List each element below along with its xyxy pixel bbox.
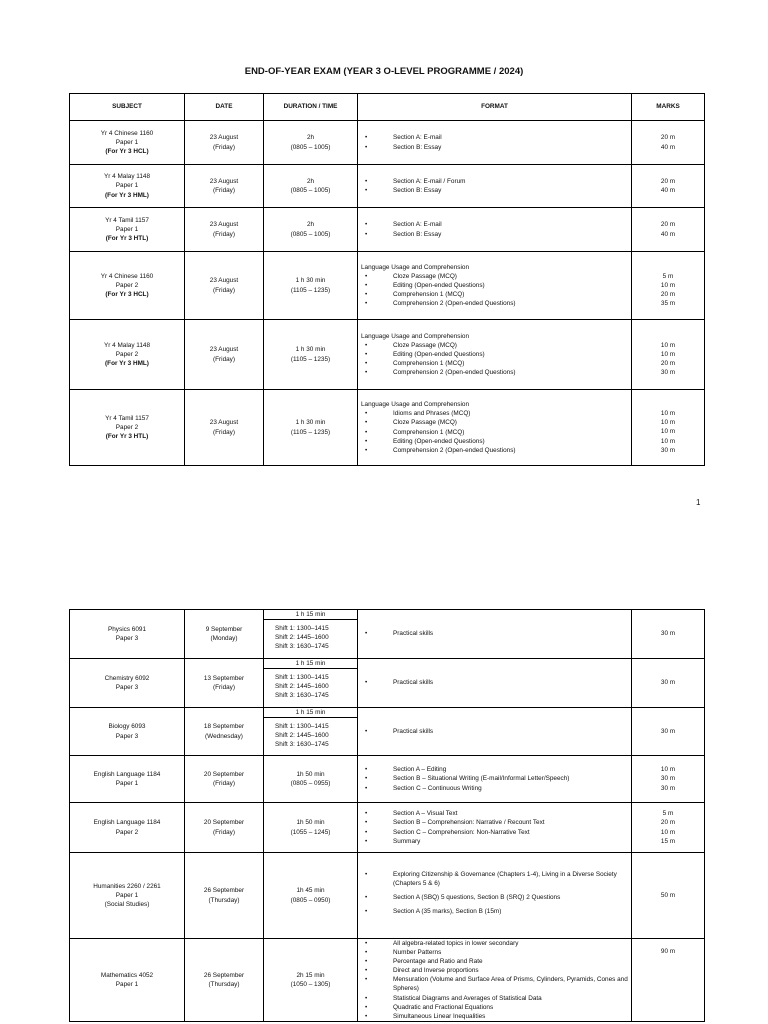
format-item: • Direct and Inverse proportions	[361, 966, 628, 975]
format-cell	[358, 252, 632, 320]
format-item: • Cloze Passage (MCQ)	[361, 272, 628, 281]
date-line: (Friday)	[212, 780, 235, 787]
format-list	[361, 177, 628, 195]
marks-value: 40 m	[660, 187, 676, 194]
subject-group: (For Yr 3 HTL)	[105, 235, 149, 243]
format-item: • Section C – Comprehension: Non-Narrative Text	[361, 828, 628, 837]
format-cell	[358, 803, 632, 853]
subject-line: Paper 1	[115, 225, 139, 233]
format-list	[361, 133, 628, 151]
marks-cell	[632, 610, 705, 659]
header-marks: MARKS	[632, 94, 705, 121]
format-item: • All algebra-related topics in lower secondary	[361, 939, 628, 948]
marks-cell	[632, 853, 705, 939]
marks-value: 90 m	[660, 948, 676, 955]
duration-line: 2h	[306, 134, 315, 142]
marks-cell	[632, 320, 705, 390]
format-cell	[358, 121, 632, 165]
marks-cell	[632, 803, 705, 853]
format-item: • Exploring Citizenship & Governance (Chapters 1-4), Living in a Diverse Society (Chapters 5 & 6)	[361, 870, 628, 888]
marks-cell	[632, 939, 705, 1022]
duration-line: 1h 45 min	[296, 887, 325, 895]
marks-value: 10 m	[660, 350, 676, 358]
format-item: • Editing (Open-ended Questions)	[361, 437, 628, 446]
exam-row	[70, 708, 705, 756]
date-line: 18 September	[203, 723, 245, 731]
date-line: 9 September	[205, 625, 243, 633]
subject-line: Paper 1	[115, 182, 139, 190]
header-date: DATE	[185, 94, 264, 121]
date-cell	[185, 756, 264, 803]
date-cell	[185, 708, 264, 756]
subject-line: Chemistry 6092	[104, 674, 150, 682]
format-item: • Section A: E-mail	[361, 220, 628, 229]
duration-line: 1 h 30 min	[295, 277, 326, 285]
marks-value: 15 m	[660, 837, 676, 845]
format-item: • Comprehension 2 (Open-ended Questions)	[361, 368, 628, 377]
subject-line: Paper 1	[115, 138, 139, 146]
subject-cell	[70, 390, 185, 466]
format-item: • Comprehension 1 (MCQ)	[361, 290, 628, 299]
date-line: (Friday)	[212, 684, 235, 691]
subject-line: Paper 3	[115, 684, 139, 691]
format-item: • Section B: Essay	[361, 230, 628, 239]
duration-line: 1 h 15 min	[264, 659, 357, 669]
marks-value: 30 m	[660, 630, 676, 638]
date-line: (Thursday)	[208, 980, 240, 988]
date-line: (Friday)	[212, 230, 235, 238]
date-line: 13 September	[203, 674, 245, 682]
marks-cell	[632, 390, 705, 466]
marks-value: 40 m	[660, 143, 676, 151]
subject-line: Mathematics 4052	[100, 971, 154, 979]
subject-cell	[70, 208, 185, 252]
date-line: (Friday)	[212, 828, 235, 836]
exam-schedule-table-1	[69, 93, 705, 466]
subject-line: Paper 2	[115, 828, 139, 836]
exam-row	[70, 121, 705, 165]
page-title: END-OF-YEAR EXAM (YEAR 3 O-LEVEL PROGRAMME / 2024)	[244, 66, 524, 77]
subject-cell	[70, 121, 185, 165]
subject-line: Paper 1	[115, 891, 139, 899]
date-line: (Friday)	[212, 187, 235, 194]
date-cell	[185, 121, 264, 165]
subject-line: Paper 3	[115, 635, 139, 642]
format-cell	[358, 756, 632, 803]
marks-cell	[632, 121, 705, 165]
marks-value: 30 m	[660, 727, 676, 735]
shift-time: Shift 3: 1630–1745	[275, 741, 329, 749]
format-item: • Section B – Situational Writing (E-mail/Informal Letter/Speech)	[361, 774, 628, 783]
format-item: • Section A: E-mail / Forum	[361, 177, 628, 186]
subject-line: English Language 1184	[93, 770, 161, 778]
duration-line: 2h	[306, 177, 315, 185]
date-line: 23 August	[209, 134, 239, 142]
date-cell	[185, 939, 264, 1022]
format-list	[361, 341, 628, 377]
duration-cell	[264, 252, 358, 320]
marks-value: 30 m	[660, 775, 676, 783]
duration-cell	[264, 803, 358, 853]
format-cell	[358, 165, 632, 208]
duration-line: (1105 – 1235)	[290, 428, 331, 436]
shift-time: Shift 1: 1300–1415	[275, 625, 329, 633]
duration-line: 2h	[306, 221, 315, 229]
format-list	[361, 809, 628, 845]
duration-cell	[264, 708, 358, 756]
format-cell	[358, 208, 632, 252]
date-line: (Friday)	[212, 143, 235, 151]
duration-line: (1105 – 1235)	[290, 355, 331, 363]
date-line: 23 August	[209, 277, 239, 285]
marks-value: 35 m	[660, 300, 676, 308]
subject-group: (For Yr 3 HTL)	[105, 433, 149, 441]
format-item: • Number Patterns	[361, 948, 628, 957]
format-item: • Comprehension 1 (MCQ)	[361, 359, 628, 368]
date-line: 23 August	[209, 221, 239, 229]
date-cell	[185, 208, 264, 252]
header-subject: SUBJECT	[70, 94, 185, 121]
subject-line: Paper 2	[115, 423, 139, 431]
date-line: (Friday)	[212, 355, 235, 363]
format-list	[361, 220, 628, 238]
duration-cell	[264, 610, 358, 659]
format-cell	[358, 390, 632, 466]
marks-cell	[632, 756, 705, 803]
duration-line: (0805 – 1005)	[290, 230, 331, 238]
marks-value: 10 m	[660, 428, 676, 436]
subject-line: Humanities 2260 / 2261	[93, 882, 161, 890]
duration-line: (1105 – 1235)	[290, 286, 331, 294]
format-cell	[358, 853, 632, 939]
marks-value: 10 m	[660, 419, 676, 427]
subject-cell	[70, 252, 185, 320]
shift-time: Shift 1: 1300–1415	[275, 723, 329, 731]
format-list	[361, 765, 628, 792]
shift-time: Shift 2: 1445–1600	[275, 732, 329, 740]
duration-cell	[264, 756, 358, 803]
format-cell	[358, 708, 632, 756]
date-cell	[185, 853, 264, 939]
subject-group: (For Yr 3 HCL)	[105, 291, 149, 299]
subject-cell	[70, 756, 185, 803]
marks-value: 30 m	[660, 369, 676, 377]
format-item: • Editing (Open-ended Questions)	[361, 350, 628, 359]
exam-row	[70, 252, 705, 320]
date-line: 23 August	[209, 177, 239, 185]
format-heading: Language Usage and Comprehension	[361, 401, 470, 409]
exam-row	[70, 803, 705, 853]
date-line: 26 September	[203, 971, 245, 979]
marks-value: 10 m	[660, 410, 676, 418]
shift-time: Shift 1: 1300–1415	[275, 674, 329, 682]
format-item: • Section A – Editing	[361, 765, 628, 774]
subject-line: Paper 2	[115, 281, 139, 289]
marks-value: 30 m	[660, 446, 676, 454]
date-line: (Monday)	[210, 635, 238, 642]
format-cell	[358, 610, 632, 659]
exam-schedule-table-2	[69, 609, 705, 1022]
duration-cell	[264, 853, 358, 939]
exam-row	[70, 853, 705, 939]
duration-cell	[264, 659, 358, 708]
marks-cell	[632, 659, 705, 708]
format-item: • Percentage and Ratio and Rate	[361, 957, 628, 966]
exam-row	[70, 165, 705, 208]
exam-row	[70, 320, 705, 390]
format-cell	[358, 939, 632, 1022]
format-list	[361, 409, 628, 454]
format-item: • Section A: E-mail	[361, 133, 628, 142]
date-line: (Thursday)	[208, 896, 240, 904]
subject-line: English Language 1184	[93, 819, 161, 827]
format-item: • Statistical Diagrams and Averages of Statistical Data	[361, 994, 628, 1003]
page-number: 1	[696, 498, 701, 507]
format-item: • Simultaneous Linear Inequalities	[361, 1012, 628, 1021]
date-cell	[185, 803, 264, 853]
format-item: • Cloze Passage (MCQ)	[361, 341, 628, 350]
marks-value: 5 m	[662, 810, 674, 818]
format-item: • Summary	[361, 837, 628, 846]
format-list	[361, 678, 628, 687]
date-cell	[185, 659, 264, 708]
duration-cell	[264, 208, 358, 252]
exam-row	[70, 756, 705, 803]
subject-group: (For Yr 3 HML)	[105, 191, 149, 199]
duration-cell	[264, 320, 358, 390]
shift-time: Shift 3: 1630–1745	[275, 692, 329, 700]
format-cell	[358, 320, 632, 390]
duration-cell	[264, 165, 358, 208]
duration-cell	[264, 390, 358, 466]
format-cell	[358, 659, 632, 708]
subject-line: Physics 6091	[107, 625, 146, 633]
format-item: • Section A – Visual Text	[361, 809, 628, 818]
date-line: 20 September	[203, 770, 245, 778]
date-cell	[185, 610, 264, 659]
marks-value: 20 m	[660, 360, 676, 367]
shift-time: Shift 2: 1445–1600	[275, 634, 329, 642]
date-line: (Friday)	[212, 286, 235, 294]
subject-line: Paper 2	[115, 350, 139, 358]
format-item: • Section C – Continuous Writing	[361, 784, 628, 793]
subject-cell	[70, 165, 185, 208]
date-line: (Wednesday)	[205, 732, 243, 740]
marks-value: 20 m	[660, 177, 676, 185]
header-row	[70, 94, 705, 121]
duration-line: 1 h 15 min	[264, 708, 357, 718]
format-item: • Section A (SBQ) 5 questions, Section B (SRQ) 2 Questions	[361, 893, 628, 902]
marks-value: 30 m	[660, 784, 676, 792]
date-cell	[185, 390, 264, 466]
date-line: (Friday)	[212, 428, 235, 436]
format-item: • Practical skills	[361, 678, 628, 687]
format-item: • Mensuration (Volume and Surface Area of Prisms, Cylinders, Pyramids, Cones and Spheres)	[361, 975, 628, 993]
duration-cell	[264, 121, 358, 165]
marks-cell	[632, 252, 705, 320]
date-cell	[185, 165, 264, 208]
shift-time: Shift 2: 1445–1600	[275, 683, 329, 691]
date-cell	[185, 252, 264, 320]
subject-cell	[70, 320, 185, 390]
subject-line: Yr 4 Chinese 1160	[100, 272, 154, 280]
subject-cell	[70, 659, 185, 708]
format-item: • Quadratic and Fractional Equations	[361, 1003, 628, 1012]
date-cell	[185, 320, 264, 390]
format-item: • Cloze Passage (MCQ)	[361, 418, 628, 427]
duration-line: 1 h 30 min	[295, 419, 326, 427]
date-line: 26 September	[203, 887, 245, 895]
format-heading: Language Usage and Comprehension	[361, 263, 470, 271]
format-item: • Section B – Comprehension: Narrative / Recount Text	[361, 818, 628, 827]
marks-cell	[632, 708, 705, 756]
marks-value: 10 m	[660, 341, 676, 349]
subject-cell	[70, 708, 185, 756]
marks-value: 10 m	[660, 281, 676, 289]
marks-cell	[632, 208, 705, 252]
duration-line: 1 h 15 min	[264, 610, 357, 620]
format-item: • Practical skills	[361, 727, 628, 736]
duration-line: (0805 – 0950)	[290, 896, 331, 904]
duration-line: 1 h 30 min	[295, 346, 326, 354]
exam-row	[70, 610, 705, 659]
duration-line: (1050 – 1305)	[290, 980, 331, 988]
marks-value: 20 m	[660, 819, 676, 827]
format-item: • Comprehension 2 (Open-ended Questions)	[361, 299, 628, 308]
format-item: • Section A (35 marks), Section B (15m)	[361, 907, 628, 916]
marks-value: 10 m	[660, 828, 676, 836]
duration-cell	[264, 939, 358, 1022]
format-list	[361, 629, 628, 638]
subject-cell	[70, 610, 185, 659]
header-duration: DURATION / TIME	[264, 94, 358, 121]
format-item: • Idioms and Phrases (MCQ)	[361, 409, 628, 418]
format-item: • Section B: Essay	[361, 143, 628, 152]
subject-line: Yr 4 Malay 1148	[103, 173, 151, 181]
marks-value: 10 m	[660, 766, 676, 774]
exam-row	[70, 390, 705, 466]
marks-value: 10 m	[660, 437, 676, 445]
subject-line: Yr 4 Tamil 1157	[105, 414, 149, 422]
format-list	[361, 939, 628, 1021]
format-item: • Comprehension 1 (MCQ)	[361, 428, 628, 437]
marks-value: 5 m	[662, 272, 674, 280]
duration-line: 1h 50 min	[296, 819, 325, 827]
date-line: 20 September	[203, 819, 245, 827]
subject-cell	[70, 803, 185, 853]
format-item: • Comprehension 2 (Open-ended Questions)	[361, 446, 628, 455]
duration-line: (0805 – 0955)	[290, 780, 331, 787]
subject-line: Paper 1	[115, 980, 139, 988]
subject-line: Yr 4 Tamil 1157	[105, 216, 149, 224]
duration-line: 1h 50 min	[296, 770, 325, 778]
marks-value: 20 m	[660, 221, 676, 229]
exam-row	[70, 208, 705, 252]
subject-cell	[70, 853, 185, 939]
marks-value: 30 m	[660, 679, 676, 687]
exam-row	[70, 939, 705, 1022]
subject-line: Biology 6093	[108, 723, 146, 731]
marks-value: 20 m	[660, 134, 676, 142]
format-item: • Editing (Open-ended Questions)	[361, 281, 628, 290]
format-list	[361, 727, 628, 736]
subject-line: (Social Studies)	[104, 901, 150, 909]
format-item: • Section B: Essay	[361, 186, 628, 195]
exam-row	[70, 659, 705, 708]
shift-time: Shift 3: 1630–1745	[275, 643, 329, 651]
marks-value: 40 m	[660, 230, 676, 238]
subject-line: Paper 3	[115, 732, 139, 740]
header-format: FORMAT	[358, 94, 632, 121]
format-item: • Practical skills	[361, 629, 628, 638]
subject-group: (For Yr 3 HCL)	[105, 148, 149, 156]
format-list	[361, 870, 628, 916]
date-line: 23 August	[209, 346, 239, 354]
subject-cell	[70, 939, 185, 1022]
duration-line: (0805 – 1005)	[290, 187, 331, 194]
marks-value: 20 m	[660, 291, 676, 298]
marks-cell	[632, 165, 705, 208]
duration-line: (0805 – 1005)	[290, 143, 331, 151]
format-heading: Language Usage and Comprehension	[361, 332, 470, 340]
marks-value: 50 m	[660, 891, 676, 899]
subject-group: (For Yr 3 HML)	[105, 360, 149, 368]
subject-line: Yr 4 Chinese 1160	[100, 129, 154, 137]
subject-line: Paper 1	[115, 780, 139, 787]
format-list	[361, 272, 628, 308]
subject-line: Yr 4 Malay 1148	[103, 341, 151, 349]
duration-line: 2h 15 min	[296, 971, 325, 979]
duration-line: (1055 – 1245)	[290, 828, 331, 836]
date-line: 23 August	[209, 419, 239, 427]
